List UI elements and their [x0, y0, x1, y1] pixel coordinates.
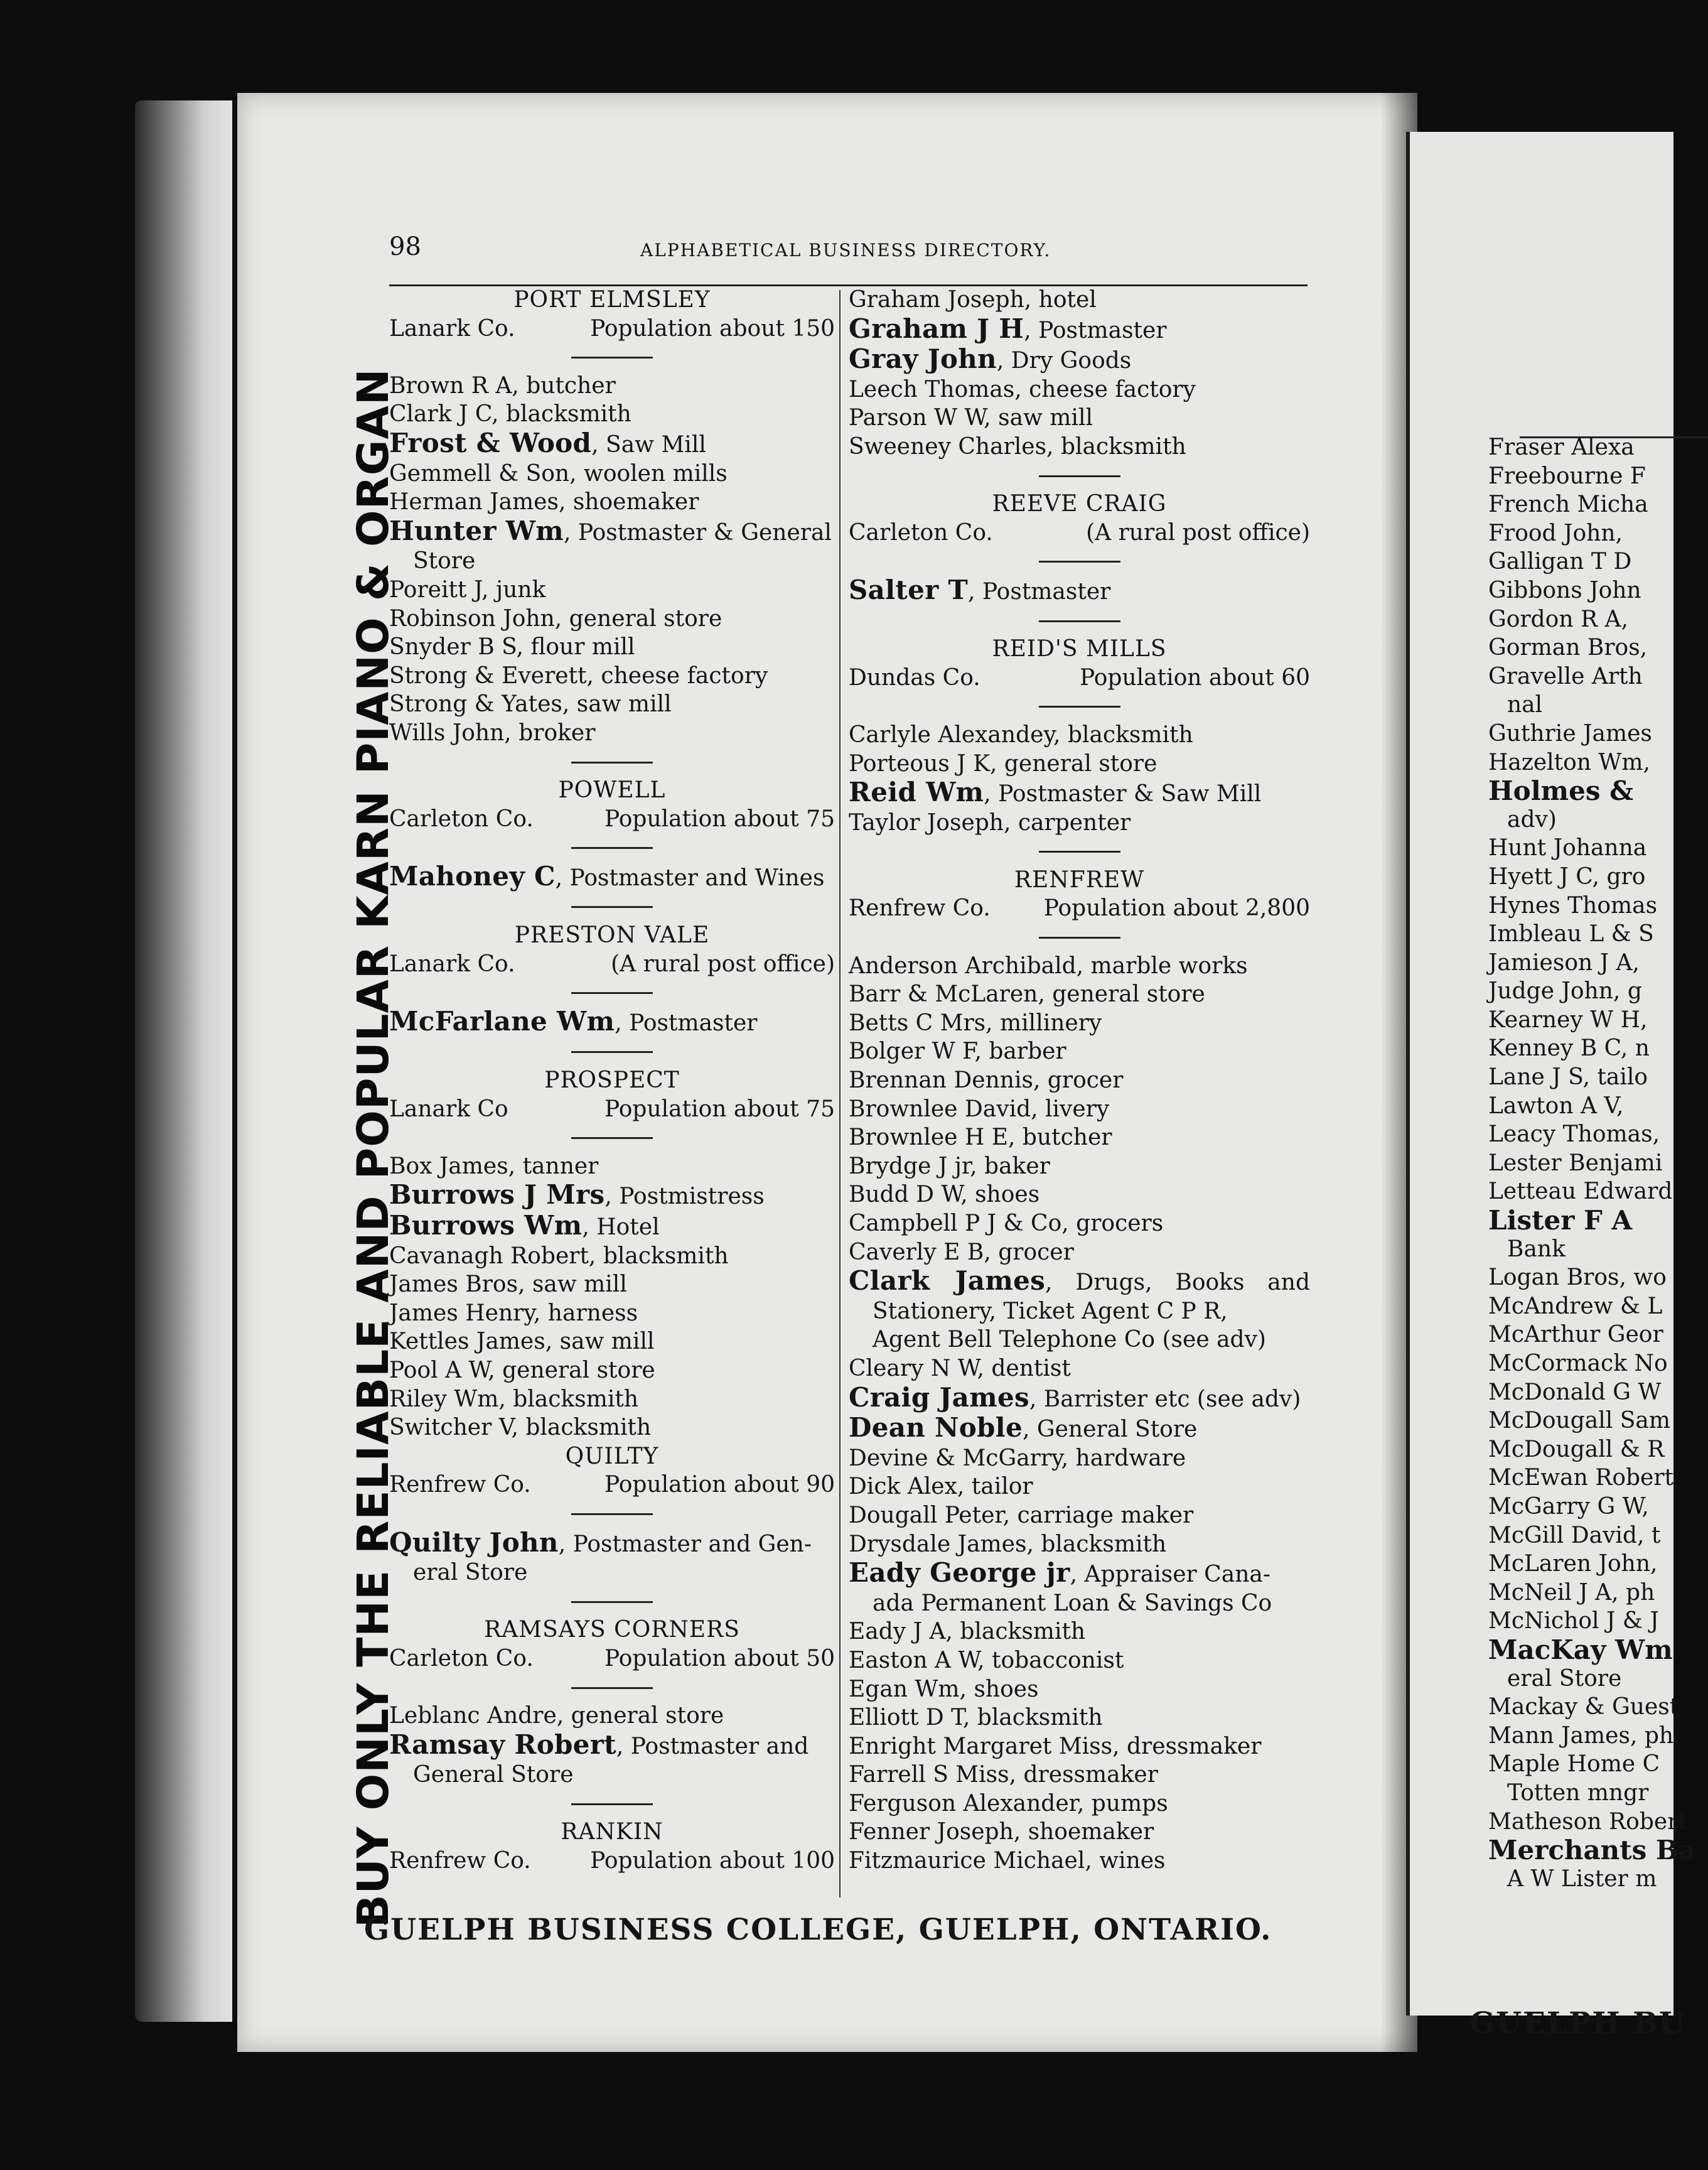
entry-details: , Postmaster	[968, 578, 1111, 605]
next-page-entry: Hyett J C, gro	[1488, 863, 1646, 890]
place-heading: PROSPECT	[544, 1067, 680, 1094]
county-name: Carleton Co.	[389, 1645, 534, 1671]
featured-entry	[389, 1211, 835, 1242]
next-page-entry: French Micha	[1488, 492, 1648, 518]
next-page-entry: Lister F A	[1488, 1205, 1633, 1236]
next-page-entry: McDougall & R	[1488, 1436, 1665, 1462]
entry-name: Craig James	[849, 1381, 1029, 1413]
directory-entry	[389, 1299, 835, 1328]
featured-entry	[389, 862, 835, 893]
entry-details: , Postmaster and Wines	[555, 865, 825, 891]
entry-details: , Saw Mill	[591, 431, 706, 458]
entry-name: Leblanc Andre, general store	[389, 1703, 724, 1729]
place-heading: QUILTY	[565, 1443, 659, 1469]
entry-name: Box James, tanner	[389, 1153, 599, 1179]
directory-entry	[849, 1501, 1310, 1530]
entry-continuation: ada Permanent Loan & Savings Co	[873, 1590, 1272, 1616]
featured-entry	[849, 1558, 1310, 1589]
featured-entry	[849, 576, 1310, 607]
entry-name: Graham Joseph, hotel	[849, 287, 1097, 313]
directory-entry	[389, 690, 835, 719]
county-line	[389, 315, 835, 343]
next-page-entry: Mann James, ph	[1488, 1722, 1674, 1749]
directory-entry	[849, 721, 1310, 750]
place-heading: REID'S MILLS	[992, 636, 1167, 662]
section-divider	[849, 923, 1310, 952]
entry-name: Robinson John, general store	[389, 605, 722, 632]
directory-entry	[389, 576, 835, 605]
featured-entry	[389, 429, 835, 460]
next-page-entry: McArthur Geor	[1488, 1322, 1663, 1348]
directory-entry	[389, 488, 835, 517]
featured-entry	[389, 1528, 835, 1559]
directory-entry	[389, 719, 835, 748]
county-name: Renfrew Co.	[389, 1472, 531, 1498]
entry-name: Budd D W, shoes	[849, 1182, 1040, 1208]
directory-entry	[389, 372, 835, 401]
entry-name: Salter T	[849, 574, 969, 605]
next-page-entry: Freebourne F	[1488, 463, 1646, 489]
next-page-entry: eral Store	[1507, 1665, 1622, 1692]
county-line	[389, 950, 835, 979]
population-info: Population about 100	[590, 1848, 835, 1874]
entry-name: Clark James	[849, 1265, 1046, 1297]
section-divider	[389, 1673, 835, 1702]
entry-details: , General Store	[1022, 1417, 1198, 1443]
entry-name: Barr & McLaren, general store	[849, 981, 1205, 1008]
entry-name: Betts C Mrs, millinery	[849, 1010, 1102, 1036]
featured-entry	[849, 315, 1310, 345]
directory-entry	[389, 1702, 835, 1730]
entry-name: Drysdale James, blacksmith	[849, 1531, 1167, 1557]
entry-name: Parson W W, saw mill	[849, 405, 1093, 431]
next-page-entry: Judge John, g	[1488, 978, 1642, 1005]
entry-name: Clark J C, blacksmith	[389, 401, 631, 428]
directory-entry	[849, 1732, 1310, 1761]
entry-name: Dougall Peter, carriage maker	[849, 1502, 1194, 1528]
featured-entry	[389, 1730, 835, 1761]
directory-entry	[849, 1066, 1310, 1095]
population-info: Population about 75	[604, 1096, 835, 1122]
entry-name: Sweeney Charles, blacksmith	[849, 433, 1186, 460]
directory-entry	[389, 605, 835, 634]
section-divider	[389, 978, 835, 1007]
next-page-entry: Totten mngr	[1507, 1779, 1649, 1806]
entry-name: Hunter Wm	[389, 515, 564, 546]
entry-name: Elliott D T, blacksmith	[849, 1705, 1103, 1731]
section-divider	[849, 462, 1310, 490]
entry-details: , Hotel	[582, 1214, 660, 1240]
entry-name: Brown R A, butcher	[389, 372, 616, 399]
left-column	[389, 286, 835, 1876]
next-page-entry: adv)	[1507, 806, 1557, 833]
next-page-entry: McDonald G W	[1488, 1379, 1662, 1405]
place-heading: RENFREW	[1014, 866, 1145, 893]
entry-continuation: Store	[413, 548, 476, 575]
entry-name: Dick Alex, tailor	[849, 1474, 1033, 1500]
next-page-entry: Mackay & Guest	[1488, 1694, 1679, 1720]
directory-entry	[849, 1009, 1310, 1038]
entry-name: Devine & McGarry, hardware	[849, 1445, 1186, 1471]
directory-entry	[849, 1180, 1310, 1209]
entry-continuation: eral Store	[413, 1560, 528, 1586]
section-divider	[389, 892, 835, 921]
county-line	[389, 1471, 835, 1499]
place-heading: POWELL	[558, 777, 666, 804]
county-name: Lanark Co	[389, 1096, 508, 1122]
county-name: Carleton Co.	[849, 519, 993, 546]
next-page-entry: Bank	[1507, 1236, 1566, 1262]
directory-entry	[389, 1356, 835, 1385]
county-line	[849, 894, 1310, 923]
featured-entry	[389, 1007, 835, 1038]
next-page-entry: Kenney B C, n	[1488, 1035, 1650, 1062]
featured-entry	[849, 778, 1310, 809]
county-name: Dundas Co.	[849, 664, 980, 691]
next-page-entry: Gordon R A,	[1488, 606, 1628, 632]
featured-entry	[389, 1180, 835, 1211]
next-page-entry: Gibbons John	[1488, 577, 1641, 603]
entry-name: Porteous J K, general store	[849, 750, 1157, 777]
entry-name: Eady George jr	[849, 1557, 1070, 1589]
entry-name: Mahoney C	[389, 860, 556, 892]
entry-details: , Postmaster	[1024, 317, 1167, 343]
next-page-entry: McGarry G W,	[1488, 1493, 1649, 1520]
entry-name: Egan Wm, shoes	[849, 1676, 1039, 1702]
entry-details: , Barrister etc (see adv)	[1029, 1386, 1301, 1412]
entry-name: Brydge J jr, baker	[849, 1153, 1050, 1179]
next-page-entry: Guthrie James	[1488, 720, 1652, 747]
next-page-entry: Gravelle Arth	[1488, 663, 1643, 689]
directory-entry	[389, 460, 835, 489]
entry-details: , Dry Goods	[996, 348, 1132, 374]
featured-entry	[849, 1413, 1310, 1444]
entry-continuation: General Store	[413, 1762, 574, 1788]
directory-entry	[849, 1617, 1310, 1646]
entry-name: Poreitt J, junk	[389, 576, 546, 603]
county-line	[849, 664, 1310, 693]
place-heading: PRESTON VALE	[514, 922, 710, 949]
section-divider	[849, 607, 1310, 635]
entry-details: , Appraiser Cana-	[1070, 1562, 1271, 1588]
next-page-entry: nal	[1507, 692, 1543, 718]
entry-name: Brownlee David, livery	[849, 1096, 1110, 1122]
county-name: Lanark Co.	[389, 315, 515, 342]
directory-entry	[849, 1444, 1310, 1473]
directory-entry	[849, 1847, 1310, 1876]
directory-entry	[849, 980, 1310, 1009]
directory-entry	[849, 1646, 1310, 1675]
next-page-entry: Holmes &	[1488, 775, 1633, 807]
directory-entry	[849, 1123, 1310, 1152]
next-page	[1406, 132, 1695, 2041]
next-page-entry: Hunt Johanna	[1488, 835, 1647, 861]
next-page-entry: Fraser Alexa	[1488, 435, 1635, 460]
entry-name: Gray John	[849, 343, 997, 375]
entry-name: Switcher V, blacksmith	[389, 1415, 652, 1441]
population-info: Population about 50	[604, 1645, 835, 1671]
entry-details: , Postmistress	[604, 1184, 765, 1210]
county-line	[389, 1644, 835, 1673]
featured-entry	[849, 1266, 1310, 1297]
featured-entry	[389, 517, 835, 548]
entry-name: Ramsay Robert	[389, 1729, 616, 1760]
entry-name: Burrows J Mrs	[389, 1179, 605, 1211]
directory-entry	[849, 1703, 1310, 1732]
entry-continuation: Stationery, Ticket Agent C P R,	[873, 1298, 1228, 1324]
entry-details: , Drugs, Books and	[1045, 1270, 1310, 1296]
section-divider	[389, 1123, 835, 1152]
next-page-entry: Hazelton Wm,	[1488, 749, 1650, 775]
next-page-entry: Lester Benjami	[1488, 1150, 1663, 1176]
directory-entry	[849, 1530, 1310, 1559]
next-page-entry: McNeil J A, ph	[1488, 1579, 1655, 1606]
next-page-entry: Galligan T D	[1488, 549, 1632, 575]
footer-advertisement: GUELPH BUSINESS COLLEGE, GUELPH, ONTARIO.	[364, 1913, 1272, 1947]
next-page-entry: Lawton A V,	[1488, 1093, 1624, 1119]
next-page-entry: Leacy Thomas,	[1488, 1121, 1660, 1148]
entry-name: Campbell P J & Co, grocers	[849, 1211, 1164, 1236]
entry-name: Ferguson Alexander, pumps	[849, 1790, 1168, 1816]
directory-entry	[389, 1413, 835, 1442]
entry-name: Taylor Joseph, carpenter	[849, 809, 1131, 836]
entry-name: McFarlane Wm	[389, 1005, 615, 1037]
entry-name: Frost & Wood	[389, 427, 592, 458]
directory-entry	[849, 809, 1310, 838]
next-page-entry: McDougall Sam	[1488, 1408, 1670, 1434]
next-page-entry: McCormack No	[1488, 1351, 1668, 1376]
place-heading: PORT ELMSLEY	[513, 287, 711, 313]
section-divider	[389, 343, 835, 372]
page-number: 98	[389, 232, 421, 261]
population-info: (A rural post office)	[1086, 519, 1310, 546]
county-line	[389, 1847, 835, 1876]
directory-entry	[849, 433, 1310, 462]
next-page-column	[1488, 433, 1695, 1893]
directory-entry	[849, 1818, 1310, 1847]
vertical-advertisement: BUY ONLY THE RELIABLE AND POPULAR KARN PIANO & ORGAN	[348, 368, 399, 1928]
entry-name: Strong & Everett, cheese factory	[389, 662, 768, 689]
population-info: Population about 2,800	[1043, 895, 1310, 922]
county-name: Lanark Co.	[389, 951, 515, 977]
directory-entry	[389, 1152, 835, 1181]
entry-name: Easton A W, tobacconist	[849, 1647, 1124, 1673]
population-info: Population about 90	[604, 1472, 835, 1498]
entry-name: Reid Wm	[849, 777, 984, 808]
entry-name: Kettles James, saw mill	[389, 1329, 655, 1355]
entry-name: Dean Noble	[849, 1412, 1023, 1444]
directory-entry	[849, 1354, 1310, 1383]
entry-name: Herman James, shoemaker	[389, 489, 699, 516]
place-heading: RAMSAYS CORNERS	[484, 1617, 740, 1643]
entry-name: Strong & Yates, saw mill	[389, 691, 672, 718]
county-name: Renfrew Co.	[389, 1848, 531, 1874]
next-page-footer: GUELPH BU	[1469, 2006, 1686, 2041]
entry-name: Quilty John	[389, 1526, 559, 1558]
section-divider	[849, 837, 1310, 866]
section-divider	[389, 833, 835, 862]
right-column	[849, 286, 1310, 1876]
next-page-entry: Matheson Robert	[1488, 1808, 1687, 1835]
population-info: Population about 150	[590, 315, 835, 342]
section-divider	[389, 1499, 835, 1528]
entry-name: Anderson Archibald, marble works	[849, 953, 1248, 979]
next-page-entry: Hynes Thomas	[1488, 892, 1658, 919]
entry-name: Snyder B S, flour mill	[389, 634, 635, 661]
entry-name: Cavanagh Robert, blacksmith	[389, 1243, 729, 1269]
entry-details: , Postmaster and Gen-	[558, 1531, 812, 1557]
directory-entry	[389, 1270, 835, 1299]
running-head: ALPHABETICAL BUSINESS DIRECTORY.	[640, 240, 1051, 261]
entry-name: James Henry, harness	[389, 1300, 638, 1326]
directory-entry	[389, 662, 835, 691]
directory-entry	[849, 286, 1310, 315]
directory-entry	[389, 400, 835, 429]
entry-name: Fitzmaurice Michael, wines	[849, 1848, 1166, 1874]
entry-name: Fenner Joseph, shoemaker	[849, 1819, 1154, 1845]
entry-name: Burrows Wm	[389, 1210, 583, 1241]
entry-name: Cleary N W, dentist	[849, 1355, 1071, 1381]
directory-entry	[389, 1242, 835, 1271]
directory-entry	[849, 1152, 1310, 1181]
directory-entry	[389, 633, 835, 662]
entry-name: Gemmell & Son, woolen mills	[389, 460, 728, 487]
population-info: Population about 60	[1079, 664, 1310, 691]
section-divider	[849, 692, 1310, 721]
entry-name: Wills John, broker	[389, 720, 596, 746]
directory-entry	[389, 1327, 835, 1356]
entry-name: Eady J A, blacksmith	[849, 1619, 1086, 1645]
entry-name: Enright Margaret Miss, dressmaker	[849, 1733, 1262, 1759]
directory-entry	[849, 952, 1310, 981]
county-name: Renfrew Co.	[849, 895, 991, 922]
directory-entry	[849, 1675, 1310, 1704]
county-name: Carleton Co.	[389, 806, 534, 832]
next-page-entry: Merchants Ba	[1488, 1835, 1695, 1866]
section-divider	[389, 1789, 835, 1818]
section-divider	[389, 1037, 835, 1066]
directory-entry	[849, 1209, 1310, 1238]
directory-entry	[849, 1037, 1310, 1066]
population-info: (A rural post office)	[611, 951, 835, 977]
entry-name: Bolger W F, barber	[849, 1039, 1066, 1065]
county-line	[849, 519, 1310, 548]
entry-name: Graham J H	[849, 313, 1024, 344]
directory-entry	[849, 1095, 1310, 1124]
next-page-entry: McGill David, t	[1488, 1522, 1661, 1548]
next-page-entry: A W Lister m	[1507, 1865, 1657, 1892]
section-divider	[849, 547, 1310, 576]
next-page-entry: Imbleau L & S	[1488, 921, 1654, 947]
entry-name: Carlyle Alexandey, blacksmith	[849, 721, 1193, 748]
entry-name: Brownlee H E, butcher	[849, 1125, 1112, 1151]
entry-name: Farrell S Miss, dressmaker	[849, 1762, 1158, 1788]
county-line	[389, 1095, 835, 1124]
next-page-entry: Kearney W H,	[1488, 1007, 1648, 1033]
next-page-entry: MacKay Wm	[1488, 1634, 1673, 1665]
entry-name: Brennan Dennis, grocer	[849, 1067, 1124, 1094]
next-page-entry: Jamieson J A,	[1488, 949, 1640, 976]
entry-name: Riley Wm, blacksmith	[389, 1386, 639, 1412]
entry-details: , Postmaster & Saw Mill	[984, 781, 1262, 807]
next-page-entry: Gorman Bros,	[1488, 635, 1648, 661]
next-page-entry: Maple Home C	[1488, 1751, 1660, 1778]
directory-entry	[849, 375, 1310, 404]
entry-name: James Bros, saw mill	[389, 1271, 627, 1298]
featured-entry	[849, 1383, 1310, 1414]
entry-details: , Postmaster and	[616, 1733, 809, 1759]
next-page-entry: Letteau Edward	[1488, 1179, 1673, 1205]
section-divider	[389, 748, 835, 777]
section-divider	[389, 1587, 835, 1616]
next-page-entry: McEwan Robert	[1488, 1465, 1674, 1491]
next-page-entry: McNichol J & J	[1488, 1608, 1659, 1634]
population-info: Population about 75	[604, 806, 835, 832]
entry-name: Caverly E B, grocer	[849, 1239, 1074, 1265]
directory-entry	[849, 404, 1310, 433]
featured-entry	[849, 345, 1310, 375]
directory-entry	[849, 1789, 1310, 1818]
place-heading: REEVE CRAIG	[992, 491, 1167, 517]
county-line	[389, 805, 835, 834]
entry-name: Pool A W, general store	[389, 1357, 655, 1383]
directory-entry	[849, 750, 1310, 779]
next-page-entry: McAndrew & L	[1488, 1293, 1663, 1319]
entry-name: Leech Thomas, cheese factory	[849, 376, 1196, 402]
entry-continuation: Agent Bell Telephone Co (see adv)	[873, 1327, 1266, 1353]
next-page-entry: McLaren John,	[1488, 1551, 1658, 1577]
next-page-entry: Logan Bros, wo	[1488, 1265, 1667, 1291]
directory-entry	[849, 1472, 1310, 1501]
entry-details: , Postmaster	[615, 1010, 758, 1036]
directory-entry	[849, 1761, 1310, 1789]
book-edge	[135, 100, 232, 2022]
directory-entry	[389, 1385, 835, 1414]
next-page-entry: Frood John,	[1488, 520, 1623, 546]
column-divider	[839, 290, 841, 1897]
entry-details: , Postmaster & General	[563, 519, 832, 546]
place-heading: RANKIN	[561, 1819, 663, 1845]
next-page-entry: Lane J S, tailo	[1488, 1064, 1648, 1091]
directory-entry	[849, 1238, 1310, 1267]
